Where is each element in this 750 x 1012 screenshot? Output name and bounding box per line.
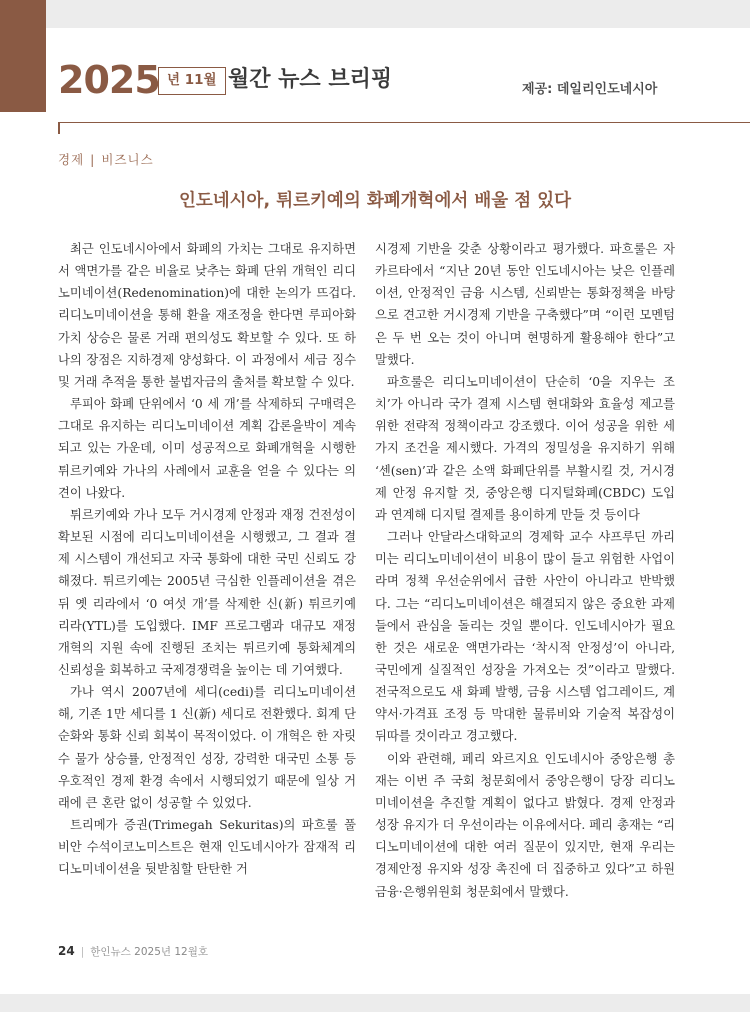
page-footer (58, 944, 208, 959)
header-rule-tick (58, 122, 60, 134)
corner-tab (0, 0, 46, 112)
article-paragraph: 가나 역시 2007년에 세디(cedi)를 리디노미네이션해, 기존 1만 세디를 1 신(新) 세디로 전환했다. 회계 단순화와 통화 신뢰 회복이 목적이었다. 이 개혁은 한 자릿수 물가 상승률, 안정적인 성장, 강력한 대국민 소통 등 우호적인 경제 환경 속에서 시행되었기 때문에 일상 거래에 큰 혼란 없이 성공할 수 있었다. (58, 685, 356, 810)
top-band (0, 0, 750, 28)
category-label (58, 150, 154, 168)
footer-publication: 한인뉴스 2025년 12월호 (90, 946, 209, 958)
article-headline: 인도네시아, 튀르키예의 화폐개혁에서 배울 점 있다 (178, 191, 572, 211)
category-secondary: 비즈니스 (101, 152, 154, 167)
article-paragraph: 이와 관련해, 페리 와르지요 인도네시아 중앙은행 총재는 이번 주 국회 청문회에서 중앙은행이 당장 리디노미네이션을 추진할 계획이 없다고 밝혔다. 경제 안정과 성장 유지가 더 우선이라는 이유에서다. 페리 총재는 “리디노미네이션에 대한 여러 질문이 있지만, 현재 우리는 경제안정 유지와 성장 촉진에 더 집중하고 있다”고 하원 금융·은행위원회 청문회에서 말했다. (375, 751, 675, 899)
article-paragraph: 최근 인도네시아에서 화폐의 가치는 그대로 유지하면서 액면가를 같은 비율로 낮추는 화폐 단위 개혁인 리디노미네이션(Redenomination)에 대한 논의가 뜨겁다. 리디노미네이션을 통해 환율 재조정을 한다면 루피아화 가치 상승은 물론 거래 편의성도 확보할 수 있다. 또 하나의 장점은 지하경제 양성화다. 이 과정에서 세금 징수 및 거래 추적을 통한 불법자금의 출처를 확보할 수 있다. (58, 242, 356, 389)
header-month: 년 11월 (158, 67, 226, 95)
header-year: 2025 (58, 58, 160, 102)
article-paragraph: 루피아 화폐 단위에서 ‘0 세 개’를 삭제하되 구매력은 그대로 유지하는 리디노미네이션 계획 갑론을박이 계속되고 있는 가운데, 이미 성공적으로 화폐개혁을 시행한 튀르키예와 가나의 사례에서 교훈을 얻을 수 있다는 의견이 나왔다. (58, 397, 356, 500)
article-paragraph: 트리메가 증권(Trimegah Sekuritas)의 파흐룰 풀비안 수석이코노미스트은 현재 인도네시아가 잠재적 리디노미네이션을 뒷받침할 탄탄한 거 (58, 818, 356, 877)
category-primary: 경제 (58, 152, 85, 167)
article-column-right (375, 238, 675, 903)
page-number: 24 (58, 944, 75, 958)
article-column-left (58, 238, 356, 881)
article-paragraph: 시경제 기반을 갖춘 상황이라고 평가했다. 파흐룰은 자카르타에서 “지난 20년 동안 인도네시아는 낮은 인플레이션, 안정적인 금융 시스템, 신뢰받는 통화정책을 바탕으로 견고한 거시경제 기반을 구축했다”며 “이런 모멘텀은 두 번 오는 것이 아니며 현명하게 활용해야 한다”고 말했다. (375, 242, 675, 367)
header-title: 월간 뉴스 브리핑 (228, 67, 393, 92)
footer-divider: | (80, 946, 85, 958)
article-paragraph: 그러나 안달라스대학교의 경제학 교수 샤프루딘 까리미는 리디노미네이션이 비용이 많이 들고 위험한 사업이라며 정책 우선순위에서 급한 사안이 아니라고 반박했다. 그는 “리디노미네이션은 해결되지 않은 중요한 과제들에서 관심을 돌리는 것일 뿐이다. 인도네시아가 필요한 것은 새로운 액면가라는 ‘착시적 안정성’이 아니라, 국민에게 실질적인 성장을 가져오는 것”이라고 말했다. 전국적으로도 새 화폐 발행, 금융 시스템 업그레이드, 계약서·가격표 조정 등 막대한 물류비와 기술적 복잡성이 뒤따를 것이라고 경고했다. (375, 530, 675, 744)
article-paragraph: 파흐룰은 리디노미네이션이 단순히 ‘0을 지우는 조치’가 아니라 국가 결제 시스템 현대화와 효율성 제고를 위한 전략적 정책이라고 강조했다. 이어 성공을 위한 세 가지 조건을 제시했다. 가격의 정밀성을 유지하기 위해 ‘센(sen)’과 같은 소액 화폐단위를 부활시킬 것, 거시경제 안정 유지할 것, 중앙은행 디지털화폐(CBDC) 도입과 연계해 디지털 결제를 용이하게 만들 것 등이다 (375, 374, 675, 522)
category-divider: | (90, 152, 96, 167)
header-rule (58, 122, 750, 123)
header-provider: 제공: 데일리인도네시아 (522, 82, 658, 97)
article-paragraph: 튀르키예와 가나 모두 거시경제 안정과 재정 건전성이 확보된 시점에 리디노미네이션을 시행했고, 그 결과 결제 시스템이 개선되고 자국 통화에 대한 국민 신뢰도 강해졌다. 튀르키예는 2005년 극심한 인플레이션을 겪은 뒤 옛 리라에서 ‘0 여섯 개’를 삭제한 신(新) 튀르키예 리라(YTL)를 도입했다. IMF 프로그램과 대규모 재정 개혁의 지원 속에 진행된 조치는 튀르키예 통화체계의 신뢰성을 회복하고 국제경쟁력을 높이는 데 기여했다. (58, 507, 356, 677)
bottom-band (0, 994, 750, 1012)
